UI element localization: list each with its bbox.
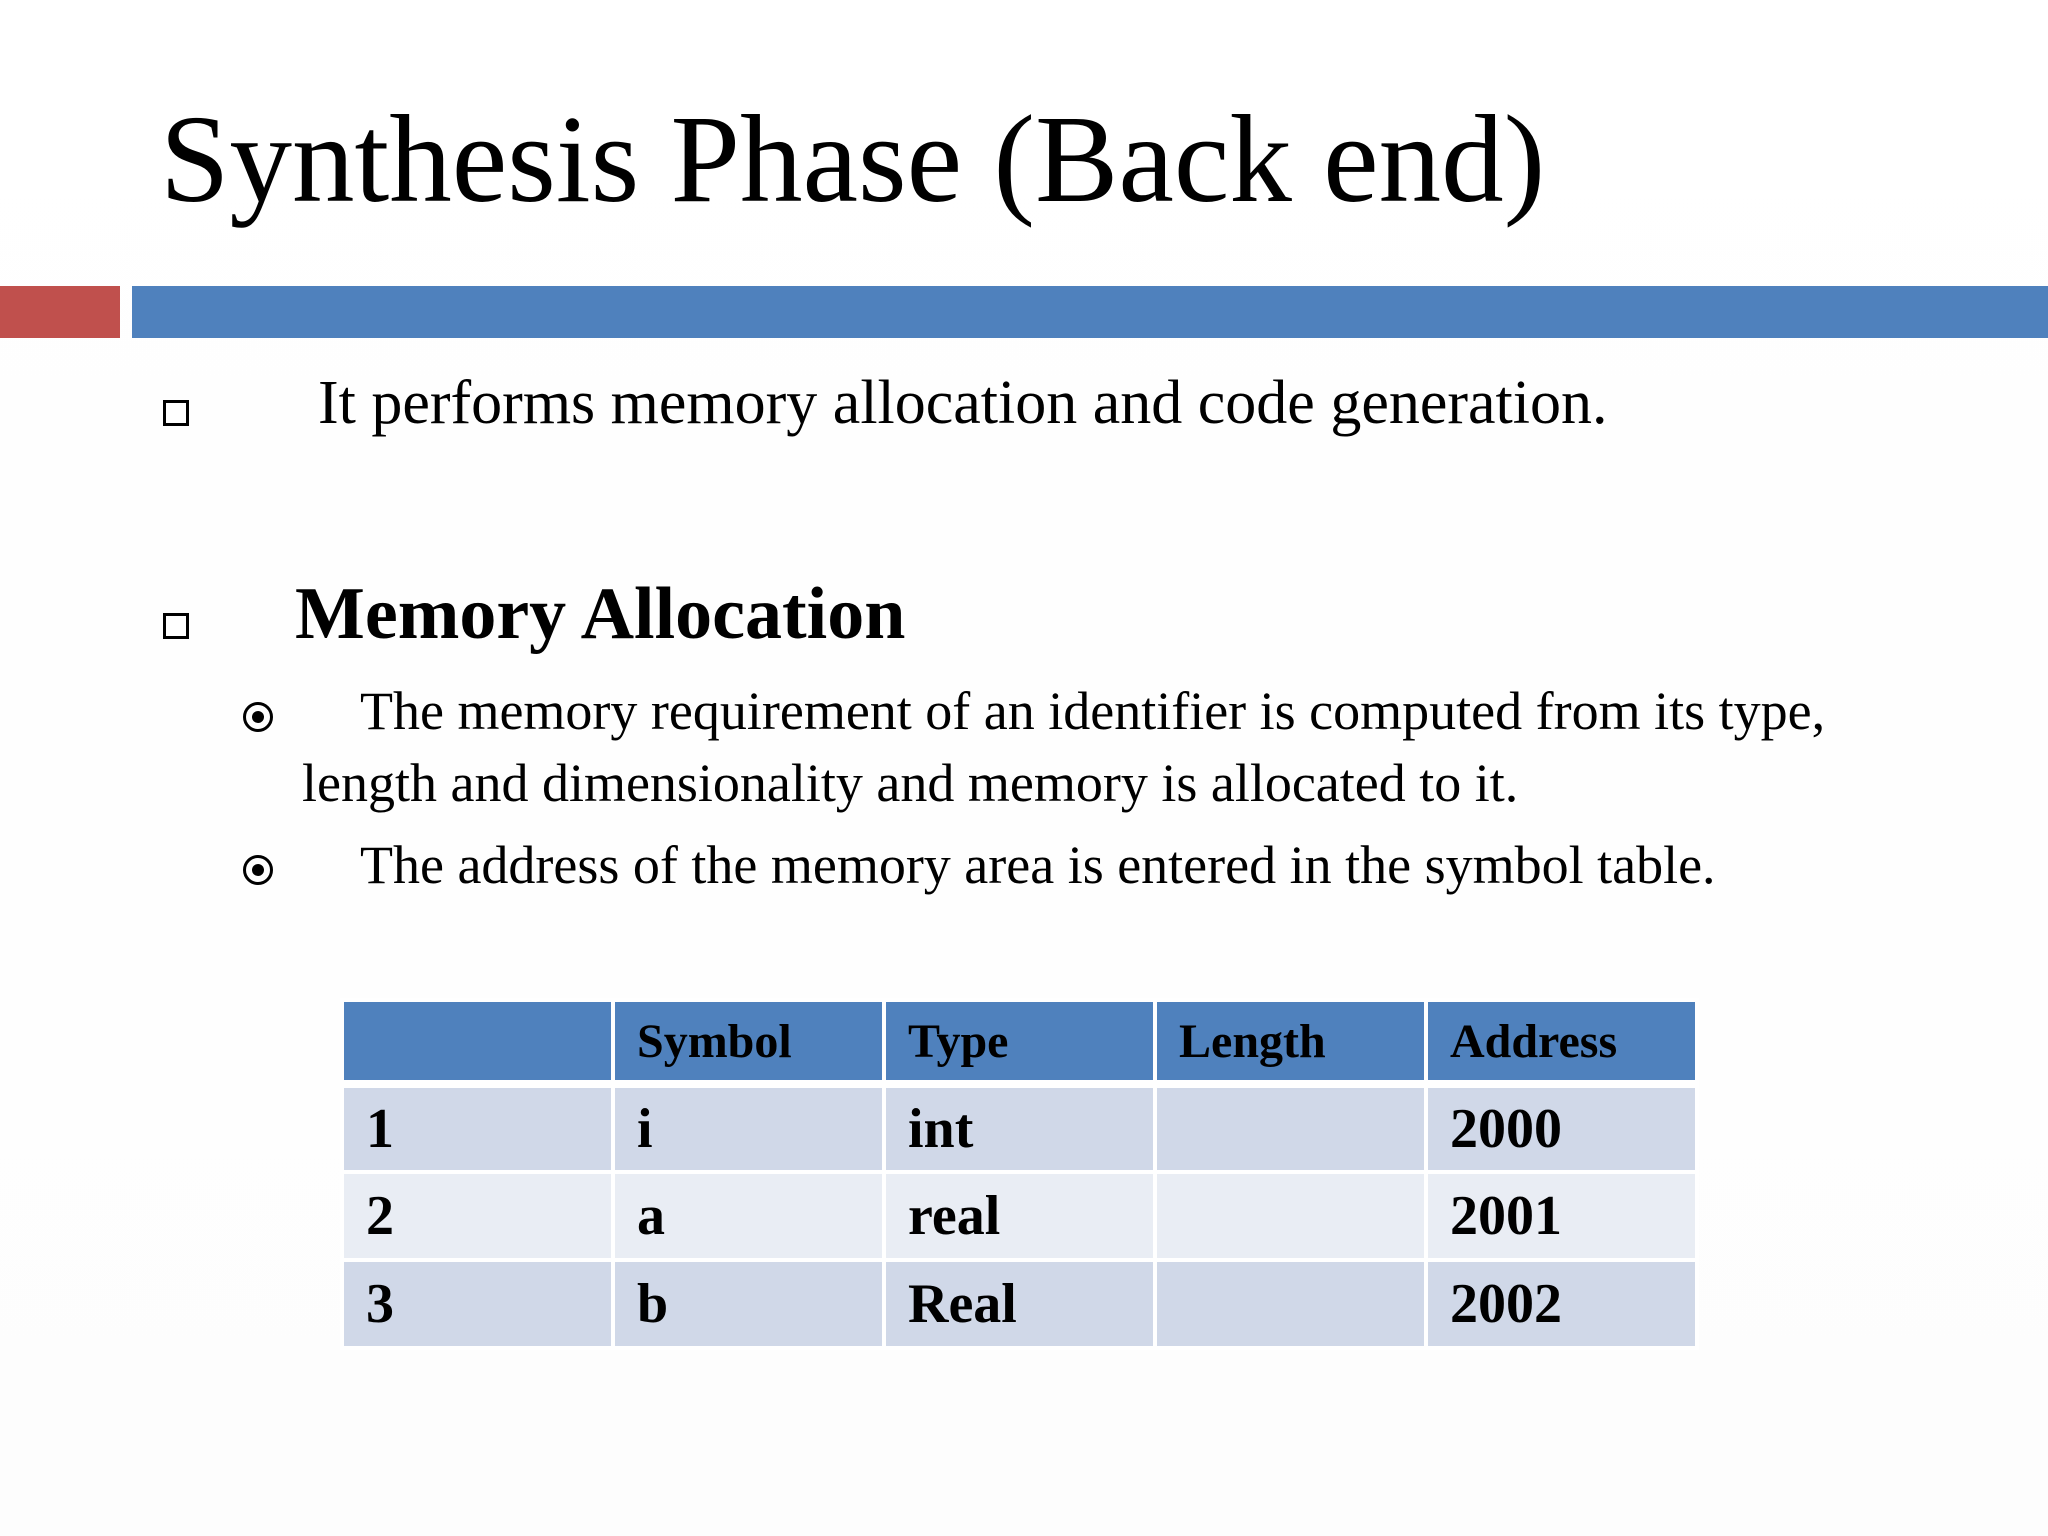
sub-bullet-text: The memory requirement of an identifier is computed from its type,: [360, 681, 1826, 741]
column-header-type: Type: [884, 1000, 1155, 1084]
column-header: [342, 1000, 613, 1084]
column-header-address: Address: [1426, 1000, 1697, 1084]
sub-bullet-text-continued: length and dimensionality and memory is allocated to it.: [302, 753, 1519, 813]
slide-title: Synthesis Phase (Back end): [160, 91, 1546, 229]
table-cell: 1: [342, 1084, 613, 1172]
table-cell: int: [884, 1084, 1155, 1172]
table-cell: b: [613, 1260, 884, 1348]
column-header-length: Length: [1155, 1000, 1426, 1084]
table-cell: Real: [884, 1260, 1155, 1348]
table-cell: 2: [342, 1172, 613, 1260]
table-header-row: [342, 1000, 1697, 1084]
circle-dot-bullet-icon: [243, 702, 273, 732]
table-cell: i: [613, 1084, 884, 1172]
square-bullet-icon: [163, 613, 189, 639]
table-cell: 2001: [1426, 1172, 1697, 1260]
square-bullet-icon: [163, 400, 189, 426]
table-row: [342, 1260, 1697, 1348]
symbol-table: [340, 998, 1699, 1350]
table-cell: 2000: [1426, 1084, 1697, 1172]
table-row: [342, 1172, 1697, 1260]
sub-bullet-text: The address of the memory area is entered in the symbol table.: [360, 835, 1716, 895]
table-cell: [1155, 1084, 1426, 1172]
table-cell: [1155, 1260, 1426, 1348]
table-cell: a: [613, 1172, 884, 1260]
column-header-symbol: Symbol: [613, 1000, 884, 1084]
accent-bar-blue: [132, 286, 2048, 338]
circle-dot-bullet-icon: [243, 855, 273, 885]
section-heading: Memory Allocation: [295, 573, 906, 655]
accent-bar-red: [0, 286, 120, 338]
table-cell: [1155, 1172, 1426, 1260]
table-row: [342, 1084, 1697, 1172]
table-cell: 2002: [1426, 1260, 1697, 1348]
bullet-text: It performs memory allocation and code generation.: [318, 369, 1608, 437]
table-cell: 3: [342, 1260, 613, 1348]
table-cell: real: [884, 1172, 1155, 1260]
